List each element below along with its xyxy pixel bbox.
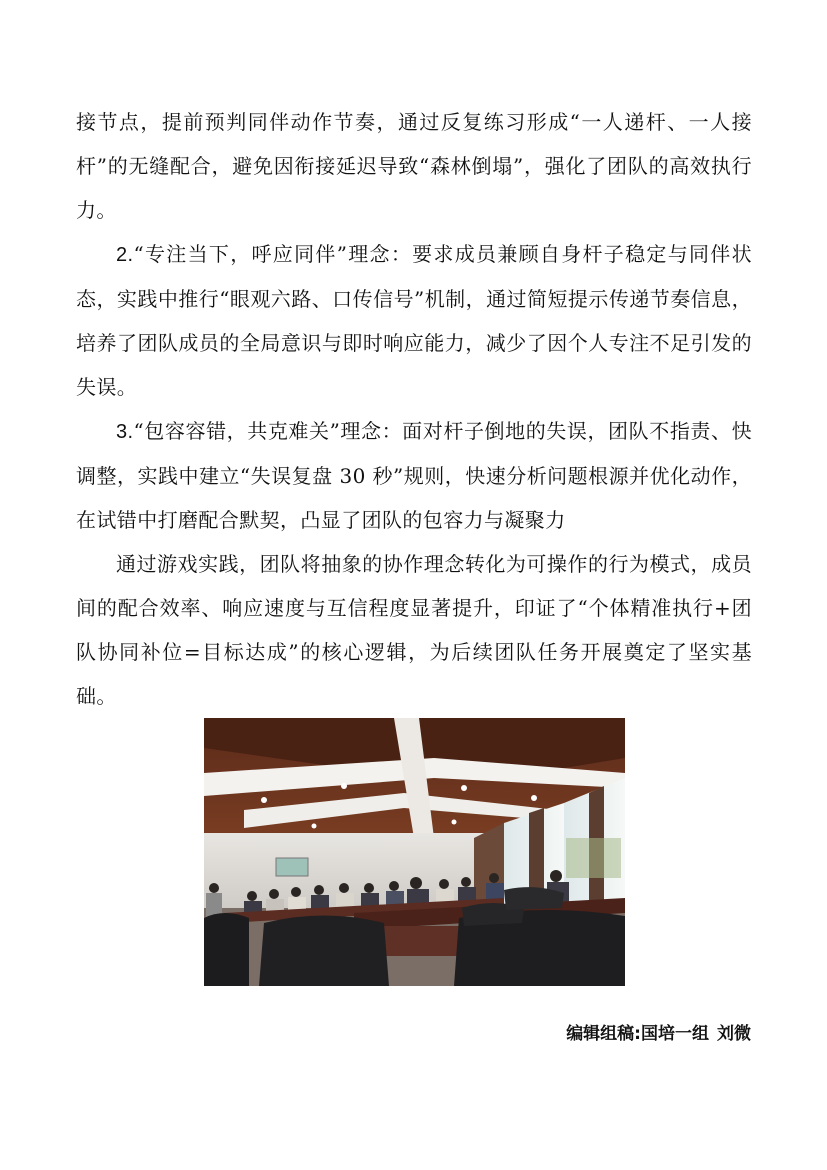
editor-credit bbox=[566, 1019, 751, 1044]
classroom-photo-icon bbox=[204, 718, 625, 986]
paragraph-text: 通过游戏实践，团队将抽象的协作理念转化为可操作的行为模式，成员间的配合效率、响应速度与互信程度显著提升，印证了“个体精准执行+团队协同补位=目标达成”的核心逻辑，为后续团队任务开展奠定了坚实基础。 bbox=[76, 552, 752, 708]
paragraph-point-2 bbox=[76, 232, 752, 409]
paragraph-continuation bbox=[76, 100, 752, 232]
credit-label: 编辑组稿:国培一组 bbox=[566, 1024, 709, 1044]
point-number: 2. bbox=[116, 244, 134, 266]
paragraph-text: “专注当下，呼应同伴”理念：要求成员兼顾自身杆子稳定与同伴状态，实践中推行“眼观六路、口传信号”机制，通过简短提示传递节奏信息，培养了团队成员的全局意识与即时响应能力，减少了因个人专注不足引发的失误。 bbox=[76, 242, 752, 399]
credit-author: 刘微 bbox=[717, 1024, 751, 1044]
point-number: 3. bbox=[116, 421, 134, 443]
paragraph-text: 接节点，提前预判同伴动作节奏，通过反复练习形成“一人递杆、一人接杆”的无缝配合，避免因衔接延迟导致“森林倒塌”，强化了团队的高效执行力。 bbox=[76, 110, 752, 222]
classroom-photo bbox=[204, 718, 625, 986]
paragraph-summary bbox=[76, 542, 752, 718]
paragraph-text: “包容容错，共克难关”理念：面对杆子倒地的失误，团队不指责、快调整，实践中建立“失误复盘 30 秒”规则，快速分析问题根源并优化动作，在试错中打磨配合默契，凸显了团队的包容力与凝聚力 bbox=[76, 419, 752, 532]
paragraph-point-3 bbox=[76, 409, 752, 542]
article-body bbox=[76, 100, 752, 718]
